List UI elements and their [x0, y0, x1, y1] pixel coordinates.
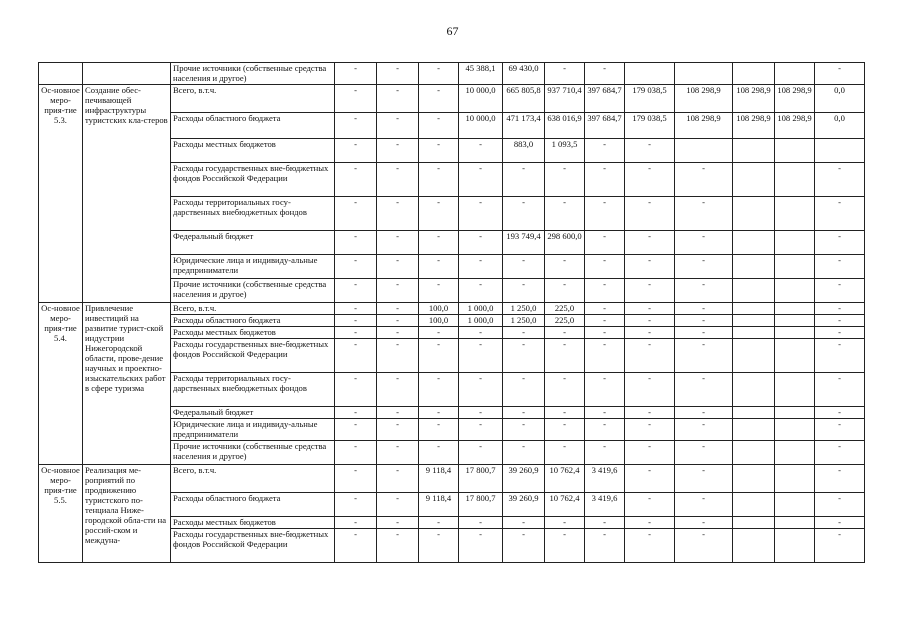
value-cell: 45 388,1 [459, 63, 503, 85]
activity-code-cell: Ос-новное меро-прия-тие 5.5. [39, 465, 83, 563]
value-cell: - [625, 231, 675, 255]
value-cell: 17 800,7 [459, 493, 503, 517]
funding-source-cell: Расходы государственных вне-бюджетных фондов Российской Федерации [171, 529, 335, 563]
value-cell [733, 465, 775, 493]
value-cell: - [335, 303, 377, 315]
value-cell: - [815, 407, 865, 419]
value-cell: 0,0 [815, 113, 865, 139]
value-cell [733, 419, 775, 441]
activity-name-cell [83, 63, 171, 85]
funding-source-cell: Расходы государственных вне-бюджетных фондов Российской Федерации [171, 339, 335, 373]
value-cell: - [815, 231, 865, 255]
value-cell: - [419, 441, 459, 465]
value-cell: - [377, 517, 419, 529]
value-cell: - [377, 315, 419, 327]
funding-source-cell: Расходы местных бюджетов [171, 139, 335, 163]
value-cell: - [377, 303, 419, 315]
value-cell: - [815, 327, 865, 339]
value-cell: - [625, 279, 675, 303]
value-cell [775, 373, 815, 407]
value-cell: - [585, 419, 625, 441]
value-cell: - [335, 339, 377, 373]
value-cell: - [335, 139, 377, 163]
funding-source-cell: Расходы местных бюджетов [171, 327, 335, 339]
value-cell: - [545, 339, 585, 373]
value-cell: - [419, 407, 459, 419]
value-cell: - [503, 517, 545, 529]
value-cell [733, 529, 775, 563]
value-cell: - [419, 373, 459, 407]
value-cell: - [459, 529, 503, 563]
value-cell: - [625, 327, 675, 339]
value-cell: - [503, 373, 545, 407]
value-cell: - [377, 197, 419, 231]
value-cell: - [625, 441, 675, 465]
value-cell: - [585, 327, 625, 339]
value-cell: 397 684,7 [585, 113, 625, 139]
value-cell: - [419, 419, 459, 441]
funding-source-cell: Федеральный бюджет [171, 231, 335, 255]
value-cell: - [459, 419, 503, 441]
value-cell: - [377, 113, 419, 139]
value-cell: - [377, 327, 419, 339]
value-cell [733, 407, 775, 419]
value-cell: 3 419,6 [585, 493, 625, 517]
value-cell: - [625, 517, 675, 529]
value-cell: - [815, 419, 865, 441]
value-cell: - [675, 163, 733, 197]
value-cell: - [585, 139, 625, 163]
value-cell: - [815, 493, 865, 517]
value-cell: - [503, 255, 545, 279]
value-cell: - [419, 517, 459, 529]
value-cell [775, 315, 815, 327]
value-cell: - [377, 465, 419, 493]
value-cell: - [815, 63, 865, 85]
value-cell: - [419, 63, 459, 85]
value-cell: - [675, 493, 733, 517]
value-cell [775, 327, 815, 339]
value-cell: - [585, 529, 625, 563]
value-cell [733, 373, 775, 407]
value-cell [733, 303, 775, 315]
value-cell [733, 163, 775, 197]
value-cell [733, 517, 775, 529]
value-cell: - [335, 163, 377, 197]
value-cell: 3 419,6 [585, 465, 625, 493]
value-cell: - [815, 315, 865, 327]
value-cell: - [335, 419, 377, 441]
value-cell: - [335, 529, 377, 563]
value-cell: - [545, 407, 585, 419]
value-cell [775, 163, 815, 197]
value-cell: 665 805,8 [503, 85, 545, 113]
value-cell [775, 407, 815, 419]
value-cell: - [377, 63, 419, 85]
value-cell [675, 139, 733, 163]
activity-code-cell [39, 63, 83, 85]
funding-source-cell: Юридические лица и индивиду-альные предприниматели [171, 419, 335, 441]
value-cell: 39 260,9 [503, 465, 545, 493]
value-cell: - [377, 373, 419, 407]
value-cell: - [419, 113, 459, 139]
value-cell [733, 339, 775, 373]
value-cell: - [625, 255, 675, 279]
value-cell [775, 139, 815, 163]
value-cell: - [377, 163, 419, 197]
value-cell: 10 000,0 [459, 85, 503, 113]
value-cell: - [503, 529, 545, 563]
budget-table [38, 62, 865, 563]
value-cell: 100,0 [419, 303, 459, 315]
value-cell: - [585, 279, 625, 303]
value-cell: - [585, 255, 625, 279]
value-cell: 100,0 [419, 315, 459, 327]
value-cell: - [377, 407, 419, 419]
value-cell: - [459, 327, 503, 339]
value-cell [775, 231, 815, 255]
funding-source-cell: Прочие источники (собственные средства населения и другое) [171, 63, 335, 85]
value-cell [775, 339, 815, 373]
value-cell: - [503, 163, 545, 197]
value-cell: - [815, 441, 865, 465]
value-cell: - [545, 255, 585, 279]
funding-source-cell: Расходы областного бюджета [171, 493, 335, 517]
value-cell: 1 250,0 [503, 303, 545, 315]
value-cell: - [335, 315, 377, 327]
value-cell: 179 038,5 [625, 113, 675, 139]
funding-source-cell: Расходы территориальных госу-дарственных внебюджетных фондов [171, 197, 335, 231]
value-cell: - [625, 465, 675, 493]
value-cell: - [503, 327, 545, 339]
funding-source-cell: Расходы местных бюджетов [171, 517, 335, 529]
value-cell: - [335, 465, 377, 493]
value-cell [733, 197, 775, 231]
value-cell: - [675, 231, 733, 255]
value-cell: - [377, 419, 419, 441]
value-cell: - [585, 407, 625, 419]
value-cell [733, 441, 775, 465]
value-cell: - [585, 197, 625, 231]
value-cell: - [675, 339, 733, 373]
value-cell: - [675, 373, 733, 407]
value-cell: - [419, 197, 459, 231]
value-cell: 471 173,4 [503, 113, 545, 139]
value-cell: - [815, 339, 865, 373]
value-cell: - [545, 529, 585, 563]
value-cell [675, 63, 733, 85]
value-cell: - [459, 339, 503, 373]
value-cell: - [675, 407, 733, 419]
value-cell: 193 749,4 [503, 231, 545, 255]
value-cell: - [335, 231, 377, 255]
value-cell: - [419, 255, 459, 279]
value-cell: - [815, 163, 865, 197]
value-cell [733, 139, 775, 163]
value-cell: - [335, 327, 377, 339]
value-cell [775, 279, 815, 303]
value-cell: 108 298,9 [733, 113, 775, 139]
value-cell: 1 250,0 [503, 315, 545, 327]
value-cell: - [545, 517, 585, 529]
table-row [39, 63, 865, 85]
value-cell: - [503, 279, 545, 303]
value-cell: - [503, 407, 545, 419]
value-cell: - [335, 441, 377, 465]
value-cell: - [459, 163, 503, 197]
value-cell: - [675, 327, 733, 339]
funding-source-cell: Всего, в.т.ч. [171, 465, 335, 493]
value-cell [733, 231, 775, 255]
value-cell: - [335, 63, 377, 85]
value-cell: - [335, 493, 377, 517]
value-cell: - [585, 339, 625, 373]
value-cell: - [419, 85, 459, 113]
value-cell: 1 000,0 [459, 303, 503, 315]
value-cell: - [419, 163, 459, 197]
value-cell: - [377, 231, 419, 255]
value-cell: - [503, 339, 545, 373]
value-cell: 1 093,5 [545, 139, 585, 163]
value-cell: 69 430,0 [503, 63, 545, 85]
value-cell: - [459, 517, 503, 529]
value-cell: 1 000,0 [459, 315, 503, 327]
funding-source-cell: Федеральный бюджет [171, 407, 335, 419]
value-cell: - [335, 407, 377, 419]
value-cell: - [419, 231, 459, 255]
value-cell: - [625, 139, 675, 163]
value-cell [775, 529, 815, 563]
funding-source-cell: Расходы государственных вне-бюджетных фондов Российской Федерации [171, 163, 335, 197]
value-cell: - [503, 441, 545, 465]
funding-source-cell: Расходы областного бюджета [171, 113, 335, 139]
value-cell: - [625, 493, 675, 517]
value-cell: 937 710,4 [545, 85, 585, 113]
value-cell: - [625, 197, 675, 231]
funding-source-cell: Расходы территориальных госу-дарственных внебюджетных фондов [171, 373, 335, 407]
value-cell [733, 493, 775, 517]
activity-code-cell: Ос-новное меро-прия-тие 5.3. [39, 85, 83, 303]
value-cell: - [459, 197, 503, 231]
value-cell: - [545, 441, 585, 465]
value-cell [775, 303, 815, 315]
value-cell: - [585, 303, 625, 315]
value-cell: - [419, 139, 459, 163]
value-cell: - [625, 163, 675, 197]
value-cell: - [377, 493, 419, 517]
value-cell: 108 298,9 [675, 85, 733, 113]
value-cell: - [545, 419, 585, 441]
value-cell: - [545, 327, 585, 339]
value-cell: - [545, 373, 585, 407]
value-cell: - [377, 441, 419, 465]
value-cell: - [815, 303, 865, 315]
value-cell: - [545, 279, 585, 303]
value-cell: - [459, 407, 503, 419]
value-cell: 0,0 [815, 85, 865, 113]
value-cell: - [459, 373, 503, 407]
activity-name-cell: Реализация ме-роприятий по продвижению туристского по-тенциала Ниже-городской обла-сти на россий-ском и междуна- [83, 465, 171, 563]
value-cell: 225,0 [545, 315, 585, 327]
value-cell: - [675, 517, 733, 529]
value-cell [775, 493, 815, 517]
value-cell: - [459, 255, 503, 279]
value-cell: - [419, 279, 459, 303]
value-cell: 298 600,0 [545, 231, 585, 255]
value-cell: - [815, 279, 865, 303]
value-cell: - [377, 139, 419, 163]
value-cell: - [675, 465, 733, 493]
activity-name-cell: Привлечение инвестиций на развитие турист-ской индустрии Нижегородской области, прове-дение научных и проектно-изыскательских работ в сфере туризма [83, 303, 171, 465]
value-cell: - [459, 279, 503, 303]
value-cell: - [815, 465, 865, 493]
funding-source-cell: Прочие источники (собственные средства населения и другое) [171, 441, 335, 465]
value-cell [775, 465, 815, 493]
value-cell: - [335, 113, 377, 139]
value-cell: - [585, 373, 625, 407]
value-cell: - [675, 197, 733, 231]
value-cell: 10 762,4 [545, 465, 585, 493]
value-cell: - [545, 63, 585, 85]
value-cell: 108 298,9 [675, 113, 733, 139]
value-cell: - [459, 441, 503, 465]
value-cell: - [335, 279, 377, 303]
value-cell [775, 419, 815, 441]
value-cell: 108 298,9 [733, 85, 775, 113]
value-cell: 39 260,9 [503, 493, 545, 517]
value-cell: - [815, 517, 865, 529]
value-cell: - [377, 85, 419, 113]
value-cell [775, 255, 815, 279]
funding-source-cell: Прочие источники (собственные средства населения и другое) [171, 279, 335, 303]
value-cell [733, 255, 775, 279]
value-cell: - [585, 517, 625, 529]
value-cell: - [815, 197, 865, 231]
value-cell: - [625, 303, 675, 315]
value-cell [733, 63, 775, 85]
value-cell [775, 517, 815, 529]
value-cell: - [815, 373, 865, 407]
value-cell: - [545, 163, 585, 197]
value-cell: 9 118,4 [419, 465, 459, 493]
value-cell: - [675, 441, 733, 465]
value-cell: - [625, 529, 675, 563]
value-cell: - [377, 339, 419, 373]
funding-source-cell: Юридические лица и индивиду-альные предприниматели [171, 255, 335, 279]
funding-source-cell: Всего, в.т.ч. [171, 303, 335, 315]
page-number: 67 [446, 24, 459, 38]
value-cell: - [675, 529, 733, 563]
table-row [39, 465, 865, 493]
value-cell: - [625, 339, 675, 373]
value-cell: - [585, 315, 625, 327]
value-cell: - [585, 231, 625, 255]
value-cell: 179 038,5 [625, 85, 675, 113]
value-cell: - [585, 63, 625, 85]
value-cell: 225,0 [545, 303, 585, 315]
value-cell: - [377, 529, 419, 563]
value-cell: - [815, 529, 865, 563]
value-cell: 883,0 [503, 139, 545, 163]
value-cell [775, 441, 815, 465]
value-cell: - [377, 255, 419, 279]
value-cell: - [503, 419, 545, 441]
value-cell: - [675, 303, 733, 315]
value-cell: - [625, 419, 675, 441]
value-cell: - [335, 197, 377, 231]
value-cell: - [815, 255, 865, 279]
value-cell: 9 118,4 [419, 493, 459, 517]
value-cell [775, 63, 815, 85]
value-cell: - [503, 197, 545, 231]
value-cell: 108 298,9 [775, 85, 815, 113]
value-cell: - [675, 255, 733, 279]
funding-source-cell: Всего, в.т.ч. [171, 85, 335, 113]
value-cell: - [625, 315, 675, 327]
value-cell [733, 327, 775, 339]
value-cell: - [545, 197, 585, 231]
table-row [39, 85, 865, 113]
value-cell [733, 315, 775, 327]
value-cell: - [377, 279, 419, 303]
budget-table-body [39, 63, 865, 563]
value-cell: 108 298,9 [775, 113, 815, 139]
value-cell [625, 63, 675, 85]
value-cell [815, 139, 865, 163]
value-cell: - [459, 139, 503, 163]
value-cell: - [675, 419, 733, 441]
value-cell: - [419, 327, 459, 339]
activity-code-cell: Ос-новное меро-прия-тие 5.4. [39, 303, 83, 465]
value-cell: - [585, 163, 625, 197]
value-cell: 10 000,0 [459, 113, 503, 139]
value-cell: - [585, 441, 625, 465]
value-cell: 10 762,4 [545, 493, 585, 517]
value-cell: - [419, 339, 459, 373]
funding-source-cell: Расходы областного бюджета [171, 315, 335, 327]
value-cell: 397 684,7 [585, 85, 625, 113]
value-cell: - [335, 373, 377, 407]
value-cell: - [625, 373, 675, 407]
value-cell: - [419, 529, 459, 563]
value-cell: - [335, 85, 377, 113]
value-cell: - [675, 315, 733, 327]
value-cell [733, 279, 775, 303]
value-cell: - [335, 255, 377, 279]
value-cell: - [675, 279, 733, 303]
value-cell [775, 197, 815, 231]
table-row [39, 303, 865, 315]
value-cell: 17 800,7 [459, 465, 503, 493]
value-cell: - [459, 231, 503, 255]
value-cell: 638 016,9 [545, 113, 585, 139]
value-cell: - [625, 407, 675, 419]
value-cell: - [335, 517, 377, 529]
activity-name-cell: Создание обес-печивающей инфраструктуры туристских кла-стеров [83, 85, 171, 303]
